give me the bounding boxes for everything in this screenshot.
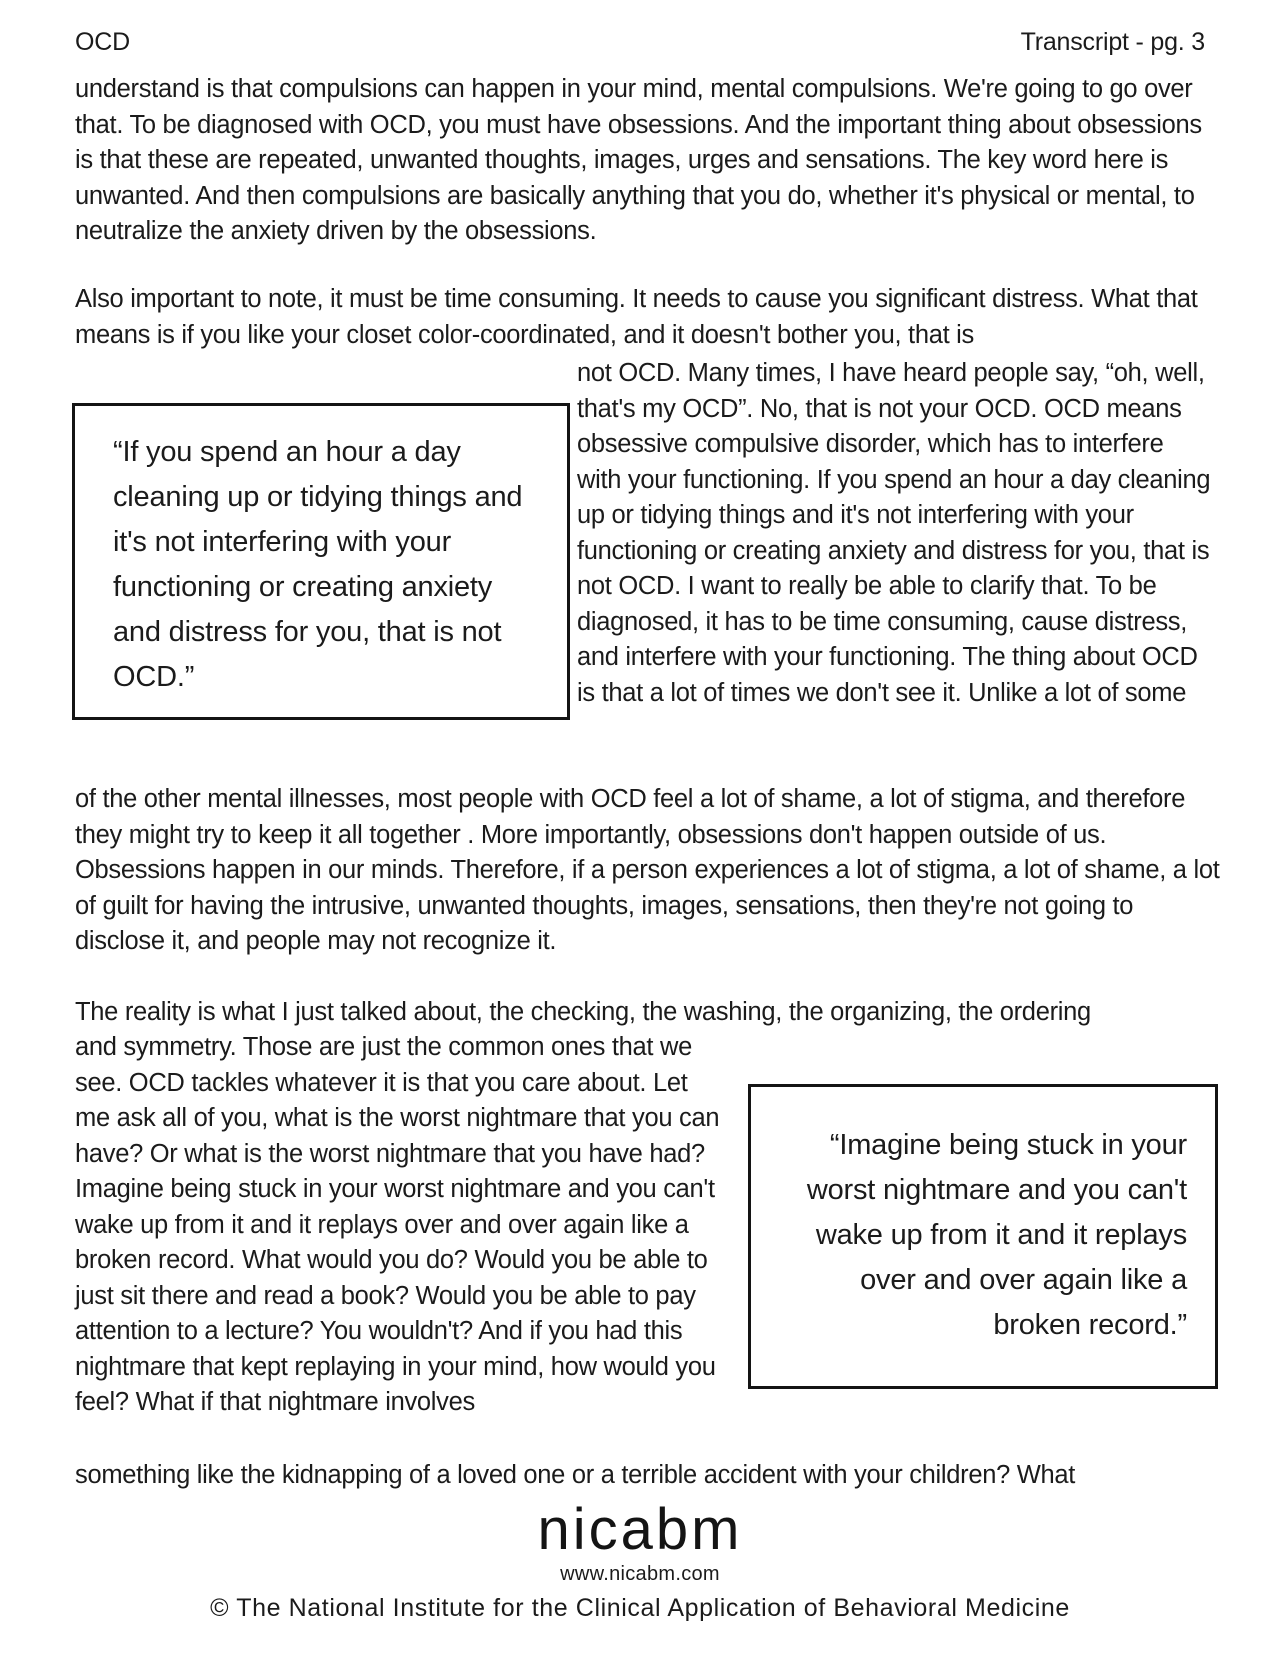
nicabm-logo: nicabm	[537, 1497, 743, 1562]
paragraph-2-intro: Also important to note, it must be time consuming. It needs to cause you significant distress. What that means is if you like your closet color-coordinated, and it doesn't bother you, that is	[75, 285, 1198, 349]
paragraph-2-continued: of the other mental illnesses, most people with OCD feel a lot of shame, a lot of stigma, and therefore they might try to keep it all together . More importantly, obsessions don't happen outside of us. Obsessions happen in our minds. Therefore, if a person experiences a lot of stigma, a lot of shame, a lot of guilt for having the intrusive, unwanted thoughts, images, sensations, then they're not going to disclose it, and people may not recognize it.	[75, 785, 1220, 955]
paragraph-3-beside-quote: and symmetry. Those are just the common ones that we see. OCD tackles whatever it is that you care about. Let me ask all of you, what is the worst nightmare that you can have? Or what is the worst nightmare that you have had? Imagine being stuck in your worst nightmare and you can't wake up from it and it replays over and over again like a broken record. What would you do? Would you be able to just sit there and read a book? Would you be able to pay attention to a lecture? You wouldn't? And if you had this nightmare that kept replaying in your mind, how would you feel? What if that nightmare involves	[75, 1033, 720, 1416]
page-number-label: Transcript - pg. 3	[1020, 28, 1205, 56]
paragraph-2-beside-quote: not OCD. Many times, I have heard people say, “oh, well, that's my OCD”. No, that is not your OCD. OCD means obsessive compulsive disorder, which has to interfere with your functioning. If you spend an hour a day cleaning up or tidying things and it's not interfering with your functioning or creating anxiety and distress for you, that is not OCD. I want to really be able to clarify that. To be diagnosed, it has to be time consuming, cause distress, and interfere with your functioning. The thing about OCD is that a lot of times we don't see it. Unlike a lot of some	[577, 359, 1211, 707]
pull-quote-box-2	[748, 1084, 1218, 1389]
pull-quote-box-1	[72, 403, 570, 720]
document-title: OCD	[75, 28, 130, 56]
paragraph-1: understand is that compulsions can happen in your mind, mental compulsions. We're going to go over that. To be diagnosed with OCD, you must have obsessions. And the important thing about obsessions is that these are repeated, unwanted thoughts, images, urges and sensations. The key word here is unwanted. And then compulsions are basically anything that you do, whether it's physical or mental, to neutralize the anxiety driven by the obsessions.	[75, 75, 1202, 245]
website-url: www.nicabm.com	[560, 1563, 720, 1585]
pull-quote-2-text: “Imagine being stuck in your worst nightmare and you can't wake up from it and it replays over and over again like a broken record.”	[806, 1129, 1187, 1341]
paragraph-3-last-line: something like the kidnapping of a loved one or a terrible accident with your children? What	[75, 1461, 1076, 1489]
paragraph-3-first-line: The reality is what I just talked about, the checking, the washing, the organizing, the ordering	[75, 998, 1091, 1026]
copyright-notice: © The National Institute for the Clinical Application of Behavioral Medicine	[210, 1594, 1070, 1622]
pull-quote-1-text: “If you spend an hour a day cleaning up or tidying things and it's not interfering with your functioning or creating anxiety and distress for you, that is not OCD.”	[113, 436, 523, 693]
